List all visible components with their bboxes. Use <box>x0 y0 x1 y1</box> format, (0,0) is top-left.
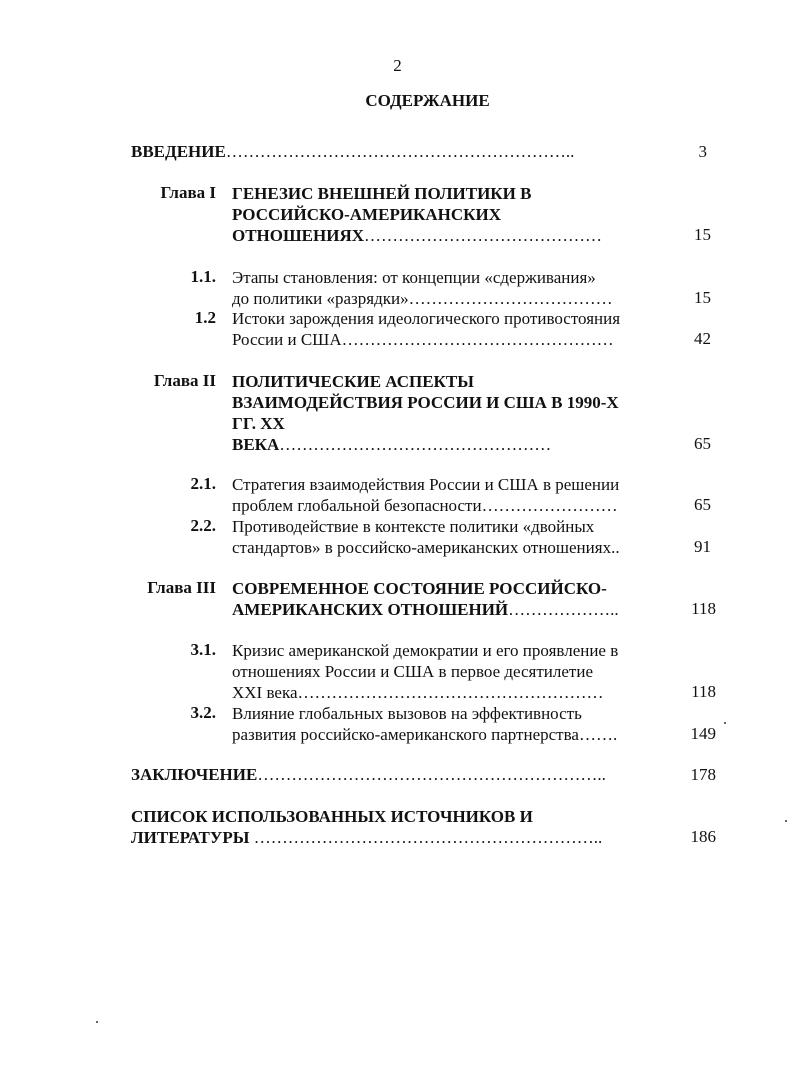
page-ref-section-1-2: 42 <box>694 329 711 348</box>
section-3-1-title-line-2: отношениях России и США в первое десятилетие <box>232 662 594 681</box>
dot-leader: …………………………………………………….. <box>225 142 575 161</box>
toc-entry-section-1-1[interactable] <box>232 267 613 309</box>
toc-entry-section-2-2[interactable] <box>232 516 620 558</box>
dot-leader: ……………………………… <box>408 289 613 308</box>
section-2-1-title-line-1: Стратегия взаимодействия России и США в решении <box>232 475 620 494</box>
page-ref-chapter-2: 65 <box>694 434 711 453</box>
dot-leader: ………………………………………… <box>341 330 614 349</box>
dot-leader: …………………………………………………….. <box>253 828 603 847</box>
page-ref-section-2-2: 91 <box>694 537 711 556</box>
section-3-2-title-line-2: развития российско-американского партнерства <box>232 725 579 744</box>
dot-leader: …………………… <box>481 496 618 515</box>
page-ref-conclusion: 178 <box>690 765 716 784</box>
scan-speck <box>96 1021 98 1023</box>
section-number-2-2: 2.2. <box>190 516 216 535</box>
chapter-3-title-line-1: СОВРЕМЕННОЕ СОСТОЯНИЕ РОССИЙСКО- <box>232 579 607 598</box>
section-number-2-1: 2.1. <box>190 474 216 493</box>
scan-speck <box>785 820 787 822</box>
section-3-1-title-line-3: XXI века <box>232 683 298 702</box>
section-1-2-title-line-1: Истоки зарождения идеологического противостояния <box>232 309 621 328</box>
section-number-1-1: 1.1. <box>190 267 216 286</box>
page-title: СОДЕРЖАНИЕ <box>365 91 490 110</box>
chapter-1-title-line-3: ОТНОШЕНИЯХ <box>232 226 365 245</box>
chapter-2-title-line-1: ПОЛИТИЧЕСКИЕ АСПЕКТЫ <box>232 372 474 391</box>
section-2-1-title-line-2: проблем глобальной безопасности <box>232 496 482 515</box>
chapter-label-1: Глава I <box>160 183 216 202</box>
toc-entry-section-3-1[interactable] <box>232 640 618 703</box>
chapter-label-2: Глава II <box>153 371 216 390</box>
toc-entry-chapter-1[interactable] <box>232 183 602 246</box>
page-ref-section-2-1: 65 <box>694 495 711 514</box>
page-number: 2 <box>393 56 402 75</box>
dot-leader: ……. <box>578 725 618 744</box>
page-ref-section-3-1: 118 <box>691 682 716 701</box>
toc-entry-section-1-2[interactable] <box>232 308 620 350</box>
section-1-1-title-line-2: до политики «разрядки» <box>232 289 409 308</box>
scan-speck <box>724 722 726 724</box>
page-ref-references: 186 <box>690 827 716 846</box>
section-number-3-2: 3.2. <box>190 703 216 722</box>
intro-title: ВВЕДЕНИЕ <box>131 142 226 161</box>
toc-entry-section-2-1[interactable] <box>232 474 619 516</box>
section-1-2-title-line-2: России и США <box>232 330 342 349</box>
section-3-2-title-line-1: Влияние глобальных вызовов на эффективность <box>232 704 582 723</box>
chapter-label-3: Глава III <box>147 578 216 597</box>
page-ref-chapter-3: 118 <box>691 599 716 618</box>
toc-entry-chapter-2[interactable] <box>232 371 619 455</box>
dot-leader: ……………………………………………… <box>297 683 604 702</box>
section-3-1-title-line-1: Кризис американской демократии и его проявление в <box>232 641 619 660</box>
toc-entry-chapter-3[interactable] <box>232 578 619 620</box>
toc-entry-introduction[interactable] <box>131 142 574 162</box>
toc-entry-conclusion[interactable] <box>131 765 606 785</box>
references-title-line-2: ЛИТЕРАТУРЫ <box>131 828 250 847</box>
toc-entry-section-3-2[interactable] <box>232 703 617 745</box>
page-ref-chapter-1: 15 <box>694 225 711 244</box>
page-ref-introduction: 3 <box>698 142 707 161</box>
references-title-line-1: СПИСОК ИСПОЛЬЗОВАННЫХ ИСТОЧНИКОВ И <box>131 807 533 826</box>
toc-entry-references[interactable] <box>131 806 602 848</box>
dot-leader: ……………….. <box>508 600 619 619</box>
dot-leader: …………………………………………………….. <box>257 765 606 784</box>
section-1-1-title-line-1: Этапы становления: от концепции «сдерживания» <box>232 268 596 287</box>
chapter-2-title-line-4: ВЕКА <box>232 435 280 454</box>
chapter-1-title-line-2: РОССИЙСКО-АМЕРИКАНСКИХ <box>232 205 501 224</box>
chapter-3-title-line-2: АМЕРИКАНСКИХ ОТНОШЕНИЙ <box>232 600 509 619</box>
page-ref-section-3-2: 149 <box>690 724 716 743</box>
conclusion-title: ЗАКЛЮЧЕНИЕ <box>131 765 258 784</box>
page-ref-section-1-1: 15 <box>694 288 711 307</box>
section-2-2-title-line-1: Противодействие в контексте политики «двойных <box>232 517 595 536</box>
section-2-2-title-line-2: стандартов» в российско-американских отношениях.. <box>232 538 620 557</box>
section-number-1-2: 1.2 <box>194 308 216 327</box>
chapter-2-title-line-2: ВЗАИМОДЕЙСТВИЯ РОССИИ И США В 1990-Х <box>232 393 619 412</box>
chapter-2-title-line-3: ГГ. XX <box>232 414 285 433</box>
dot-leader: ………………………………………… <box>279 435 552 454</box>
dot-leader: …………………………………… <box>364 226 603 245</box>
chapter-1-title-line-1: ГЕНЕЗИС ВНЕШНЕЙ ПОЛИТИКИ В <box>232 184 532 203</box>
section-number-3-1: 3.1. <box>190 640 216 659</box>
